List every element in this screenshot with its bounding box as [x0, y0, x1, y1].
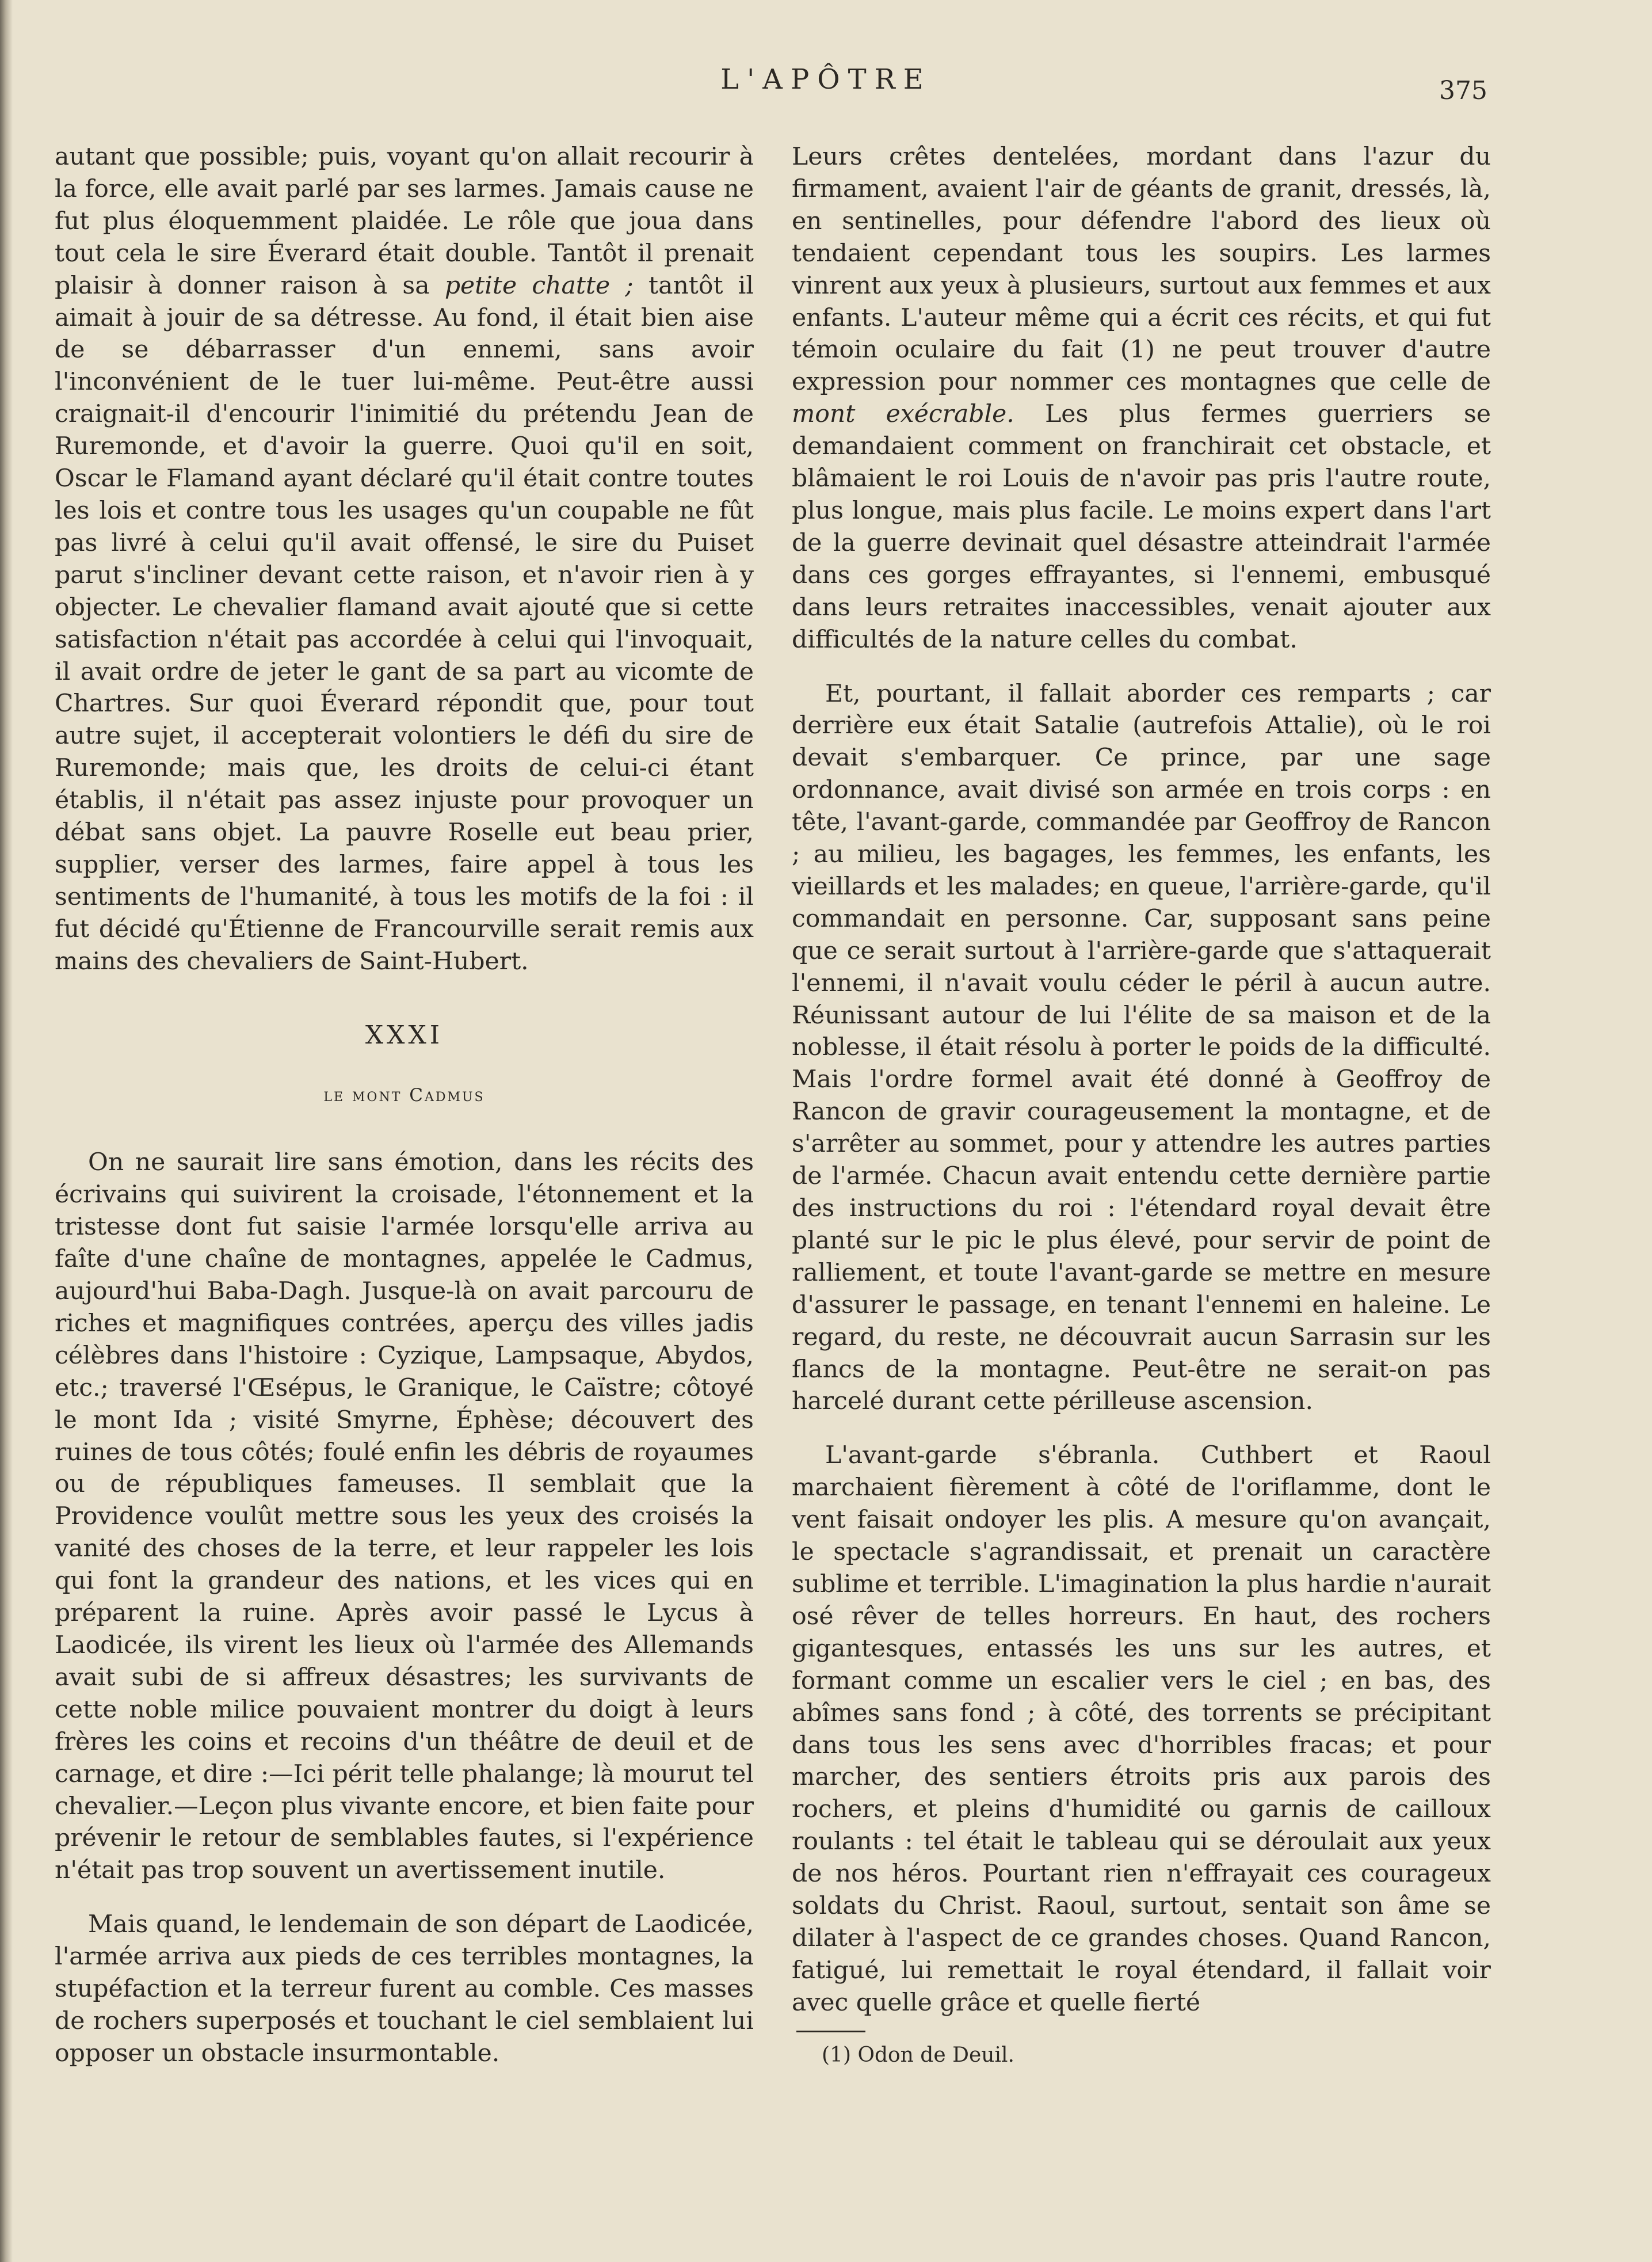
footnote-rule — [796, 2031, 865, 2032]
page-number: 375 — [1439, 76, 1487, 105]
paragraph: L'avant-garde s'ébranla. Cuthbert et Raoul marchaient fièrement à côté de l'oriflamme, dont le vent faisait ondoyer les plis. A mesure qu'on avançait, le spectacle s'agrandissait, et prenait un caractère sublime et terrible. L'imagination la plus hardie n'aurait osé rêver de telles horreurs. En haut, des rochers gigantesques, entassés les uns sur les autres, et formant comme un escalier vers le ciel ; en bas, des abîmes sans fond ; à côté, des torrents se précipitant dans tous les sens avec d'horribles fracas; et pour marcher, des sentiers étroits pris aux parois des rochers, et pleins d'humidité ou garnis de cailloux roulants : tel était le tableau qui se déroulait aux yeux de nos héros. Pourtant rien n'effrayait ces courageux soldats du Christ. Raoul, surtout, sentait son âme se dilater à l'aspect de ce grandes choses. Quand Rancon, fatigué, lui remettait le royal étendard, il fallait voir avec quelle grâce et quelle fierté — [792, 1441, 1491, 2017]
left-column — [55, 141, 754, 2070]
paragraph: On ne saurait lire sans émotion, dans les récits des écrivains qui suivirent la croisade, l'étonnement et la tristesse dont fut saisie l'armée lorsqu'elle arriva au faîte d'une chaîne de montagnes, appelée le Cadmus, aujourd'hui Baba-Dagh. Jusque-là on avait parcouru de riches et magnifiques contrées, aperçu des villes jadis célèbres dans l'histoire : Cyzique, Lampsaque, Abydos, etc.; traversé l'Œsépus, le Granique, le Caïstre; côtoyé le mont Ida ; visité Smyrne, Éphèse; découvert des ruines de tous côtés; foulé enfin les débris de royaumes ou de républiques fameuses. Il semblait que la Providence voulût mettre sous les yeux des croisés la vanité des choses de la terre, et leur rappeler les lois qui font la grandeur des nations, et les vices qui en préparent la ruine. Après avoir passé le Lycus à Laodicée, ils virent les lieux où l'armée des Allemands avait subi de si affreux désastres; les survivants de cette noble milice pouvaient montrer du doigt à leurs frères les coins et recoins d'un théâtre de deuil et de carnage, et dire :—Ici périt telle phalange; là mourut tel chevalier.—Leçon plus vivante encore, et bien faite pour prévenir le retour de semblables fautes, si l'expérience n'était pas trop souvent un avertissement inutile. — [55, 1148, 754, 1885]
paragraph: autant que possible; puis, voyant qu'on allait recourir à la force, elle avait parlé par ses larmes. Jamais cause ne fut plus éloquemment plaidée. Le rôle que joua dans tout cela le sire Éverard était double. Tantôt il prenait plaisir à donner raison à sa petite chatte ; tantôt il aimait à jouir de sa détresse. Au fond, il était bien aise de se débarrasser d'un ennemi, sans avoir l'inconvénient de le tuer lui-même. Peut-être aussi craignait-il d'encourir l'inimitié du prétendu Jean de Ruremonde, et d'avoir la guerre. Quoi qu'il en soit, Oscar le Flamand ayant déclaré qu'il était contre toutes les lois et contre tous les usages qu'un coupable ne fût pas livré à celui qu'il avait offensé, le sire du Puiset parut s'incliner devant cette raison, et n'avoir rien à y objecter. Le chevalier flamand avait ajouté que si cette satisfaction n'était pas accordée à celui qui l'invoquait, il avait ordre de jeter le gant de sa part au vicomte de Chartres. Sur quoi Éverard répondit que, pour tout autre sujet, il accepterait volontiers le défi du sire de Ruremonde; mais que, les droits de celui-ci étant établis, il n'était pas assez injuste pour provoquer un débat sans objet. La pauvre Roselle eut beau prier, supplier, verser des larmes, faire appel à tous les sentiments de l'humanité, à tous les motifs de la foi : il fut décidé qu'Étienne de Francourville serait remis aux mains des chevaliers de Saint-Hubert. — [55, 143, 754, 976]
italic-phrase: mont exécrable. — [792, 400, 1014, 429]
right-column — [792, 141, 1491, 2068]
paragraph: Leurs crêtes dentelées, mordant dans l'azur du firmament, avaient l'air de géants de granit, dressés, là, en sentinelles, pour défendre l'abord des lieux où tendaient cependant tous les soupirs. Les larmes vinrent aux yeux à plusieurs, surtout aux femmes et aux enfants. L'auteur même qui a écrit ces récits, et qui fut témoin oculaire du fait (1) ne peut trouver d'autre expression pour nommer ces montagnes que celle de mont exécrable. Les plus fermes guerriers se demandaient comment on franchirait cet obstacle, et blâmaient le roi Louis de n'avoir pas pris l'autre route, plus longue, mais plus facile. Le moins expert dans l'art de la guerre devinait quel désastre atteindrait l'armée dans ces gorges effrayantes, si l'ennemi, embusqué dans leurs retraites inaccessibles, venait ajouter aux difficultés de la nature celles du combat. — [792, 143, 1491, 654]
paragraph: Et, pourtant, il fallait aborder ces remparts ; car derrière eux était Satalie (autrefois Attalie), où le roi devait s'embarquer. Ce prince, par une sage ordonnance, avait divisé son armée en trois corps : en tête, l'avant-garde, commandée par Geoffroy de Rancon ; au milieu, les bagages, les femmes, les enfants, les vieillards et les malades; en queue, l'arrière-garde, qu'il commandait en personne. Car, supposant sans peine que ce serait surtout à l'arrière-garde que s'attaquerait l'ennemi, il n'avait voulu céder le péril à aucun autre. Réunissant autour de lui l'élite de sa maison et de la noblesse, il était résolu à porter le poids de la difficulté. Mais l'ordre formel avait été donné à Geoffroy de Rancon de gravir courageusement la montagne, et de s'arrêter au sommet, pour y attendre les autres parties de l'armée. Chacun avait entendu cette dernière partie des instructions du roi : l'étendard royal devait être planté sur le pic le plus élevé, pour servir de point de ralliement, et toute l'avant-garde se mettre en mesure d'assurer le passage, en tenant l'ennemi en haleine. Le regard, du reste, ne découvrait aucun Sarrasin sur les flancs de la montagne. Peut-être ne serait-on pas harcelé durant cette périlleuse ascension. — [792, 679, 1491, 1416]
running-title: L'APÔTRE — [720, 63, 932, 96]
paragraph: Mais quand, le lendemain de son départ de Laodicée, l'armée arriva aux pieds de ces terribles montagnes, la stupéfaction et la terreur furent au comble. Ces masses de rochers superposés et touchant le ciel semblaient lui opposer un obstacle insurmontable. — [55, 1910, 754, 2067]
chapter-title: le mont Cadmus — [323, 1085, 485, 1106]
italic-phrase: petite chatte ; — [444, 271, 634, 300]
footnote: (1) Odon de Deuil. — [822, 2043, 1014, 2067]
chapter-number: XXXI — [365, 1020, 444, 1050]
page-edge-shadow — [0, 0, 13, 2262]
